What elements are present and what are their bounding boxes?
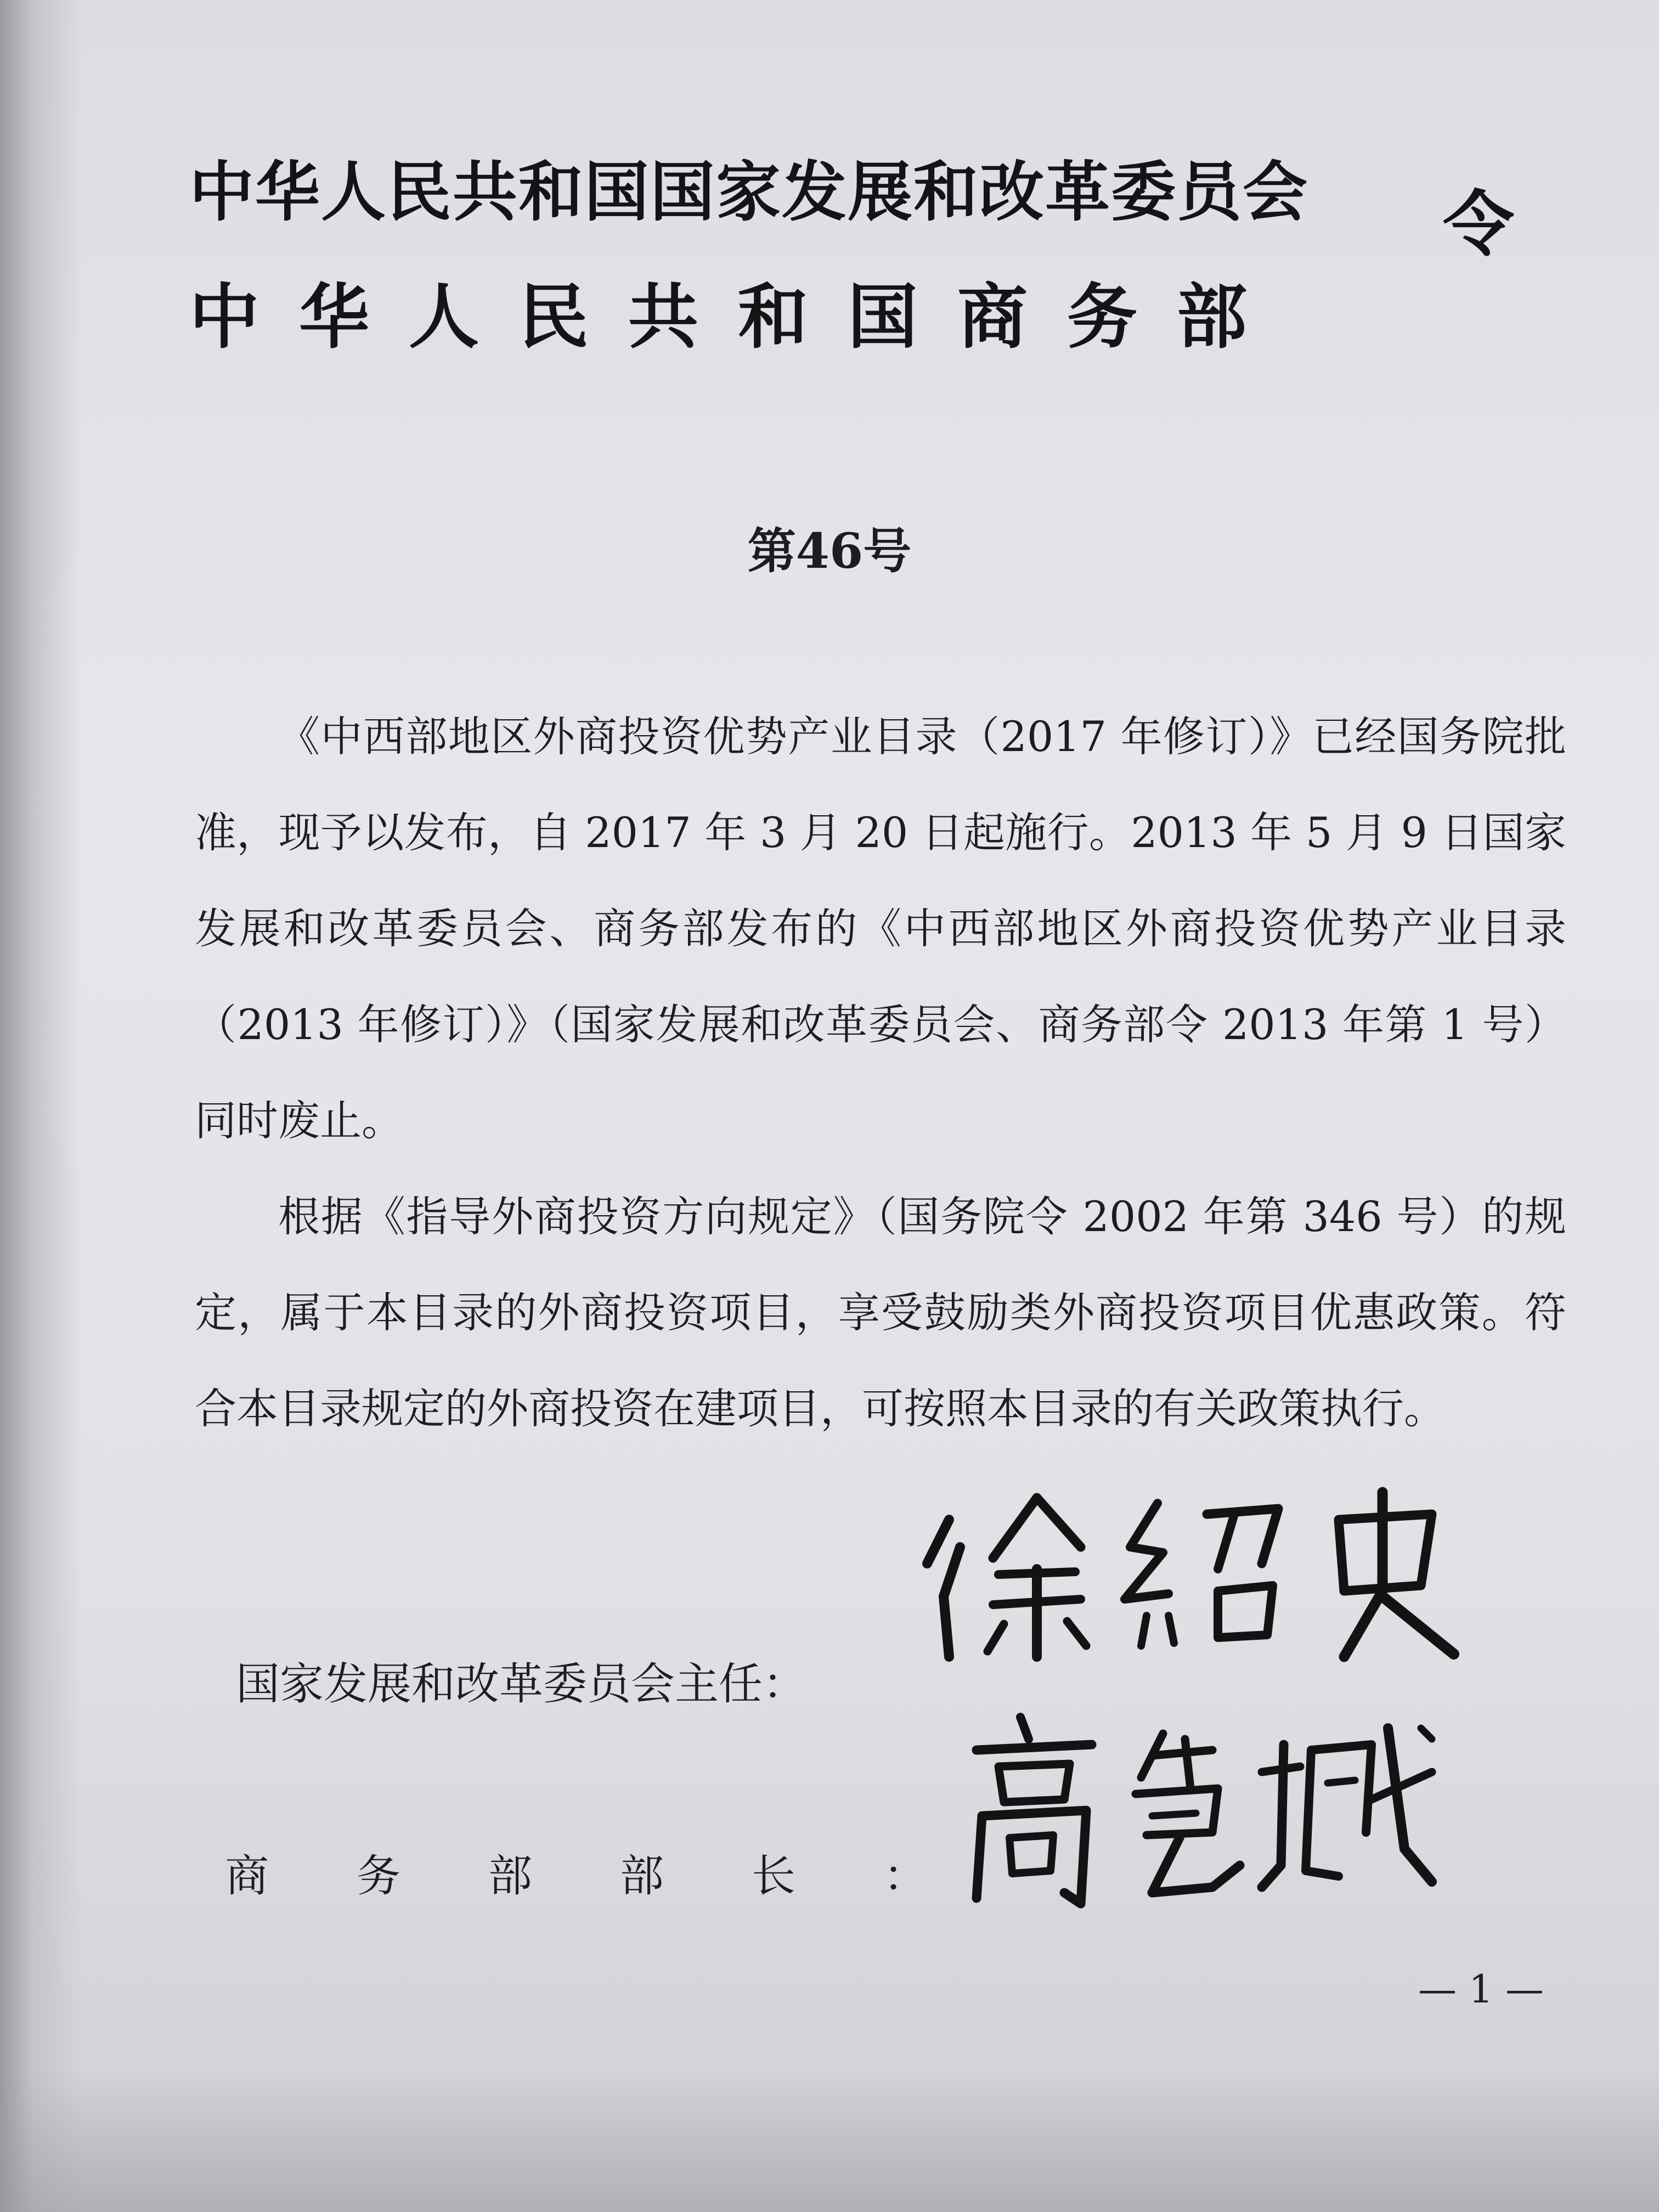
issuer-line-mofcom: 中华人民共和国商务部: [189, 276, 1287, 358]
page-bottom-shadow: [0, 2069, 1659, 2212]
page-edge-shadow: [0, 0, 82, 2212]
signatory-title-mofcom-colon: ：: [883, 1850, 927, 1901]
order-label: 令: [1443, 183, 1515, 266]
signatory-title-ndrc: 国家发展和改革委员会主任：: [236, 1658, 806, 1709]
document-body: [195, 689, 1566, 1457]
handwritten-signature-2: [955, 1706, 1448, 1915]
signatory-title-mofcom: [225, 1841, 927, 1904]
body-paragraph-2: 根据《指导外商投资方向规定》（国务院令 2002 年第 346 号）的规定，属于本目录的外商投资项目，享受鼓励类外商投资项目优惠政策。符合本目录规定的外商投资在建项目，可按照本目录的有关政策执行。: [195, 1192, 1566, 1433]
document-number: 第46号: [747, 522, 912, 579]
issuer-line-ndrc: 中华人民共和国国家发展和改革委员会: [189, 154, 1309, 230]
body-paragraph-1: 《中西部地区外商投资优势产业目录（2017 年修订）》已经国务院批准，现予以发布，自 2017 年 3 月 20 日起施行。2013 年 5 月 9 日国家发展和改革委员会、商务部发布的《中西部地区外商投资优势产业目录（2013 年修订）》（国家发展和改革委员会、商务部令 2013 年第 1 号）同时废止。: [195, 712, 1566, 1145]
handwritten-signature-1: [911, 1481, 1470, 1668]
page-number: — 1 —: [1418, 1967, 1544, 2012]
signatory-title-mofcom-text: 商务部部长: [225, 1850, 883, 1901]
